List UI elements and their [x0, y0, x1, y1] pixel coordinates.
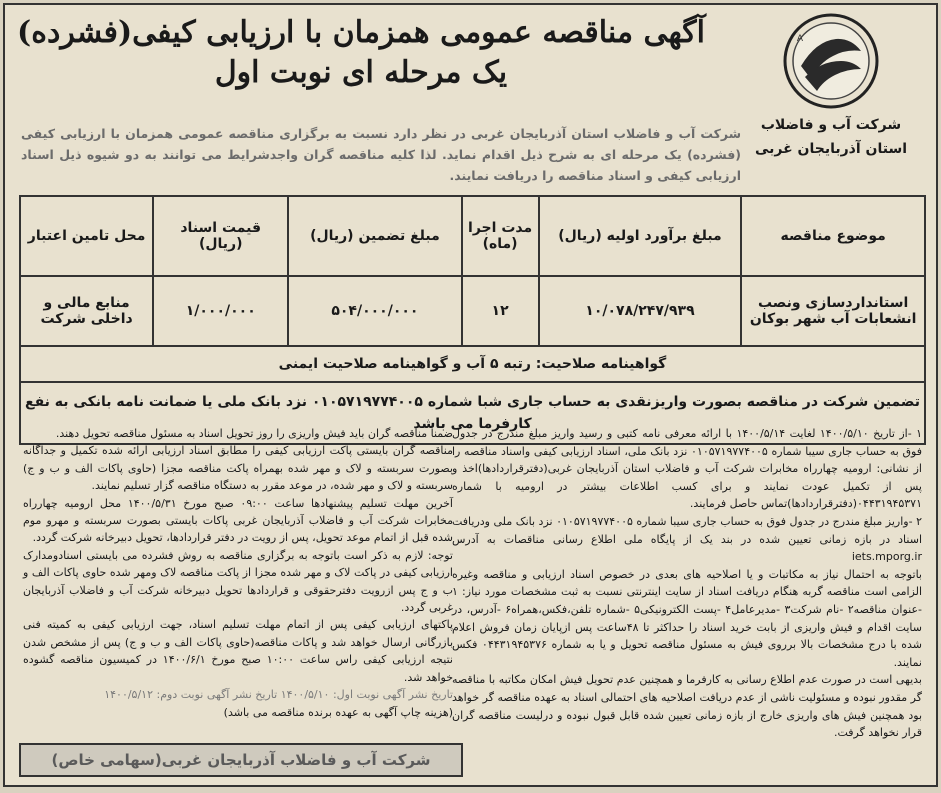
table-row [20, 276, 925, 346]
left-column-text [23, 425, 453, 721]
header-estimate: مبلغ برآورد اولیه (ریال) [539, 196, 742, 276]
cell-subject: استانداردسازی ونصب انشعابات آب شهر بوکان [741, 276, 925, 346]
paragraph-item-8: توجه: لازم به ذکر است باتوجه به برگزاری مناقصه به روش فشرده می بایستی اسنادومدارک ارزیابی کیفی در پاکت لاک و مهر شده مجزا از پاکت مناقصه لاک ومهر شده حاوی پاکات الف و ب و ج پس ازرویت دفترحقوقی و قراردادها تحویل دبیرخانه شرکت آب و فاضلاب آذربایجان غربی گردد. [23, 548, 453, 615]
tender-advertisement [3, 3, 938, 787]
header-guarantee: مبلغ تضمین (ریال) [288, 196, 461, 276]
right-column-text [452, 425, 922, 742]
table-header-row [20, 196, 925, 276]
paragraph-item-9: پاکتهای ارزیابی کیفی پس از اتمام مهلت تسلیم اسناد، جهت ارزیابی کیفی به کمیته فنی بازرگانی ارسال خواهد شد و پاکات مناقصه(حاوی پاکات الف و ب و ج) پس از مشخص شدن نتیجه ارزیابی کیفی راس ساعت ۱۰:۰۰ صبح مورخ ۱۴۰۰/۶/۱ در کمیسیون مناقصه گشوده خواهد شد. [23, 618, 453, 684]
paragraph-item-5: ضمنا مناقصه گران باید فیش واریزی را روز تحویل اسناد به مسئول مناقصه تحویل دهند. [55, 427, 453, 440]
cell-guarantee: ۵۰۴/۰۰۰/۰۰۰ [288, 276, 461, 346]
paragraph-item-4: بدیهی است در صورت عدم اطلاع رسانی به کارفرما و همچنین عدم تحویل فیش امکان مکاتبه با مناقصه گر مقدور نبوده و مسئولیت ناشی از عدم دریافت اصلاحیه های احتمالی اسناد به عهده مناقصه گر خواهد بود همچنین فیش های واریزی خارج از بازه زمانی تعیین شده قابل قبول نبوده و درلیست مناقصه گران قرار نخواهد گرفت. [452, 673, 922, 740]
svg-text:A: A [796, 34, 803, 44]
qualification-text: گواهینامه صلاحیت: رتبه ۵ آب و گواهینامه صلاحیت ایمنی [20, 346, 925, 382]
guarantee-note: تضمین شرکت در مناقصه بصورت واریزنقدی به حساب جاری شبا شماره ۰۱۰۵۷۱۹۷۷۴۰۰۵ نزد بانک ملی یا ضمانت نامه بانکی به نفع کارفرما می باشد [20, 382, 925, 444]
cell-estimate: ۱۰/۰۷۸/۲۴۷/۹۳۹ [539, 276, 742, 346]
paragraph-item-1: ۱ -از تاریخ ۱۴۰۰/۵/۱۰ لغایت ۱۴۰۰/۵/۱۴ با ارائه معرفی نامه کتبی و رسید واریز مبلغ مندرج در جدول فوق به حساب جاری سیبا شماره ۰۱۰۵۷۱۹۷۷۴۰۰۵ نزد بانک ملی، اسناد ارزیابی کیفی واسناد مناقصه را از نشانی: ارومیه چهارراه مخابرات شرکت آب و فاضلاب استان آذربایجان غربی(دفترقراردادها)اخذ و پس از تکمیل عودت نمایند و برای کسب اطلاعات بیشتر در ارومیه با شماره ۰۴۴۳۱۹۴۵۳۷۱(دفترقراردادها)تماس حاصل فرمایند. [452, 427, 923, 511]
intro-paragraph: شرکت آب و فاضلاب استان آذربایجان غربی در نظر دارد نسبت به برگزاری مناقصه عمومی همزمان با ارزیابی کیفی (فشرده) یک مرحله ای به شرح ذیل اقدام نماید. لذا کلیه مناقصه گران واجدشرایط می توانند به دو شیوه ذیل اسناد ارزیابی کیفی و اسناد مناقصه را دریافت نمایند. [21, 126, 741, 183]
header-duration: مدت اجرا (ماه) [462, 196, 539, 276]
title-line-2: یک مرحله ای نوبت اول [214, 55, 508, 90]
paragraph-item-6: مناقصه گران بایستی پاکت ارزیابی کیفی را مطابق اسناد ارزیابی ارائه شده تکمیل و جداگانه بصورت سربسته و لاک و مهر شده بهمراه پاکت مناقصه مجزا (حاوی پاکات الف و ب و ج) سربسته و لاک و مهر شده، در موعد مقرر به دستگاه مناقصه گزار تسلیم نمایند. [23, 444, 453, 493]
qualification-row [20, 346, 925, 382]
company-name-line-1: شرکت آب و فاضلاب [760, 117, 902, 133]
paragraph-item-3: باتوجه به احتمال نیاز به مکاتبات و یا اصلاحیه های بعدی در خصوص اسناد ارزیابی و مناقصه وغیره الزامی است مناقصه گربه هنگام دریافت اسناد از سایت اینترنتی نسبت به ثبت مشخصات مورد نیاز: ۱ -عنوان مناقصه۲ -نام شرکت۳ -مدیرعامل۴ -پست الکترونیکی۵ -شماره تلفن،فکس،همراه۶ -آدرس، در سایت اقدام و فیش واریزی از بابت خرید اسناد را حداکثر تا ۴۸ساعت پس ازپایان زمان فروش اعلام شده با درج مشخصات بالا برروی فیش به مسئول مناقصه تحویل و یا به شماره ۰۴۴۳۱۹۴۵۳۷۶ فکس نمایند. [452, 567, 922, 669]
water-drop-logo-icon [781, 11, 881, 111]
paragraph-item-2: ۲ -واریز مبلغ مندرج در جدول فوق به حساب جاری سیبا شماره ۰۱۰۵۷۱۹۷۷۴۰۰۵ نزد بانک ملی ودریافت اسناد در بازه زمانی تعیین شده در بند یک از پایگاه ملی اطلاع رسانی مناقصات به آدرس iets.mporg.ir [452, 514, 922, 564]
header-doc-price: قیمت اسناد (ریال) [153, 196, 288, 276]
publish-dates: تاریخ نشر آگهی نوبت اول: ۱۴۰۰/۵/۱۰ تاریخ نشر آگهی نوبت دوم: ۱۴۰۰/۵/۱۲ [104, 688, 453, 702]
company-logo-block [746, 11, 916, 159]
cell-duration: ۱۲ [462, 276, 539, 346]
cell-funding: منابع مالی و داخلی شرکت [20, 276, 153, 346]
header-subject: موضوع مناقصه [741, 196, 925, 276]
header-funding: محل تامین اعتبار [20, 196, 153, 276]
tender-table [19, 195, 926, 445]
title-line-1: آگهی مناقصه عمومی همزمان با ارزیابی کیفی(فشرده) [17, 15, 705, 50]
title-block [11, 9, 711, 129]
company-name-line-2: استان آذربایجان غربی [754, 141, 908, 157]
paragraph-item-7: آخرین مهلت تسلیم پیشنهادها ساعت ۰۹:۰۰ صبح مورخ ۱۴۰۰/۵/۳۱ محل ارومیه چهارراه مخابرات شرکت آب و فاضلاب آذربایجان غربی پاکات بایستی بصورت سربسته و مهرو موم شده قبل از اتمام موعد تحویل، پس از رویت در دفتر قراردادها، تحویل دبیرخانه شرکت گردد. [23, 496, 453, 545]
cell-doc-price: ۱/۰۰۰/۰۰۰ [153, 276, 288, 346]
footer-company-name: شرکت آب و فاضلاب آذربایجان غربی(سهامی خاص) [19, 743, 463, 777]
cost-note: (هزینه چاپ آگهی به عهده برنده مناقصه می باشد) [223, 705, 453, 719]
